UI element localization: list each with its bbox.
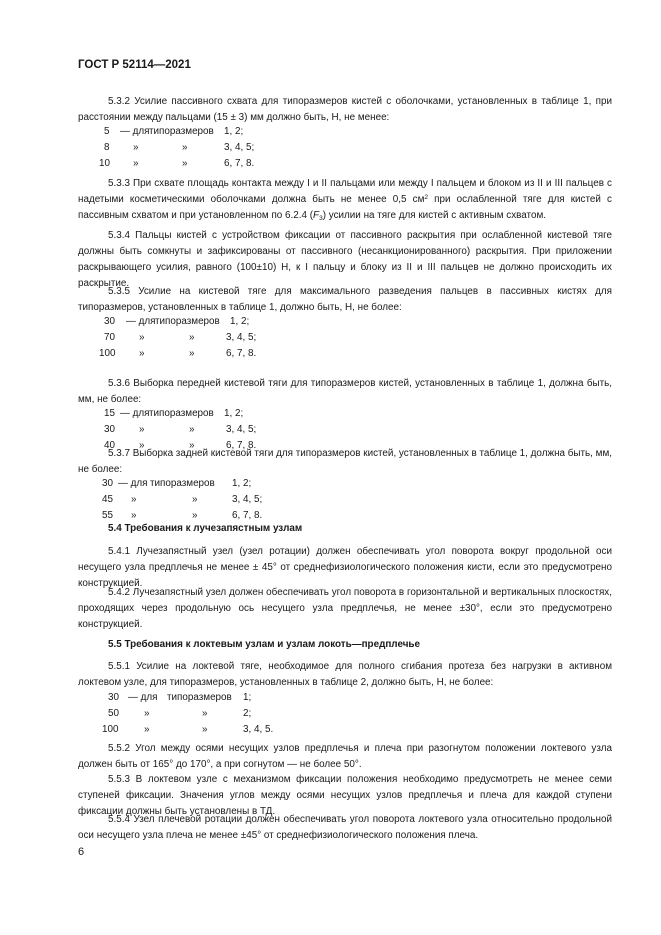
clause-5-3-6: 5.3.6 Выборка передней кистевой тяги для типоразмеров кистей, установленных в таблице 1, должна быть, мм, не более:	[78, 378, 612, 405]
clause-5-5-4: 5.5.4 Узел плечевой ротации должен обеспечивать угол поворота локтевого узла относительно продольной оси несущего узла плеча не менее ±45° от среднефизиологического положения плеча.	[78, 814, 612, 841]
force-value: 50	[108, 708, 119, 719]
force-value: 100	[102, 724, 119, 735]
clause-5-4-2: 5.4.2 Лучезапястный узел должен обеспечивать угол поворота в горизонтальной и вертикальных плоскостях, проходящих через продольную ось несущего узла предплечья, не менее ±30°, если это предусмотрено конструкцией.	[78, 587, 612, 630]
force-value: 10	[99, 158, 110, 169]
list-row: 55 » » 6, 7, 8.	[102, 510, 263, 521]
document-header: ГОСТ Р 52114—2021	[78, 59, 191, 71]
list-row: 30 — для типоразмеров 1, 2;	[102, 478, 252, 489]
clause-5-5-2: 5.5.2 Угол между осями несущих узлов предплечья и плеча при разогнутом положении локтевого узла должен быть от 165° до 170°, а при согнутом — не более 50°.	[78, 743, 612, 770]
section-heading-5-5: 5.5 Требования к локтевым узлам и узлам локоть—предплечье	[108, 639, 420, 650]
clause-5-3-5: 5.3.5 Усилие на кистевой тяге для максимального разведения пальцев в пассивных кистях для типоразмеров, установленных в таблице 1, должно быть, Н, не более:	[78, 286, 612, 313]
list-row: 100 » » 6, 7, 8.	[99, 348, 257, 359]
clause-5-3-4: 5.3.4 Пальцы кистей с устройством фиксации от пассивного раскрытия при ослабленной кистевой тяге должны быть сомкнуты и зафиксированы от пассивного (несанкционированного) раскрытия. При приложении раскрывающего усилия, равного (100±10) Н, к I пальцу и блоку из II и III пальцев не должно происходить их раскрытие.	[78, 230, 612, 289]
list-row: 50 » » 2;	[108, 708, 252, 719]
list-row: 30 » » 3, 4, 5;	[104, 424, 257, 435]
section-heading-5-4: 5.4 Требования к лучезапястным узлам	[108, 523, 303, 534]
force-value: 70	[104, 332, 115, 343]
clause-5-4-1: 5.4.1 Лучезапястный узел (узел ротации) должен обеспечивать угол поворота вокруг продольной оси несущего узла предплечья не менее ± 45° от среднефизиологического положения кисти, если это предусмотрено конструкцией.	[78, 546, 612, 589]
length-value: 30	[102, 478, 113, 489]
list-row: 10 » » 6, 7, 8.	[99, 158, 255, 169]
length-value: 30	[104, 424, 115, 435]
length-value: 45	[102, 494, 113, 505]
list-row: 30 — для типоразмеров 1;	[108, 692, 252, 703]
force-value: 8	[104, 142, 110, 153]
clause-5-5-3: 5.5.3 В локтевом узле с механизмом фиксации положения необходимо предусмотреть не менее семи ступеней фиксации. Значения углов между осями несущих узлов предплечья и плеча для каждой ступени фиксации должны быть установлены в ТД.	[78, 774, 612, 817]
force-value: 100	[99, 348, 116, 359]
list-row: 30 — для типоразмеров 1, 2;	[104, 316, 250, 327]
list-row: 45 » » 3, 4, 5;	[102, 494, 263, 505]
list-row: 8 » » 3, 4, 5;	[104, 142, 255, 153]
clause-5-3-3: 5.3.3 При схвате площадь контакта между I и II пальцами или между I пальцем и блоком из II и III пальцев с надетыми косметическими оболочками должна быть не менее 0,5 $см^2$ при ослабленной тяге для кистей с пассивным схватом и при установленном по 6.2.4 $(F_3)$ усилии на тяге для кистей с активным схватом.	[78, 178, 612, 222]
length-value: 40	[104, 440, 115, 451]
list-row: 5 — для типоразмеров 1, 2;	[104, 126, 244, 137]
force-value: 30	[108, 692, 119, 703]
list-row: 70 » » 3, 4, 5;	[104, 332, 257, 343]
force-value: 30	[104, 316, 115, 327]
force-value: 5	[104, 126, 110, 137]
list-row: 100 » » 3, 4, 5.	[102, 724, 274, 735]
clause-5-3-7: 5.3.7 Выборка задней кистевой тяги для типоразмеров кистей, установленных в таблице 1, должна быть, мм, не более:	[78, 448, 612, 475]
page-number: 6	[78, 846, 85, 858]
list-row: 15 — для типоразмеров 1, 2;	[104, 408, 244, 419]
length-value: 55	[102, 510, 113, 521]
clause-5-3-2: 5.3.2 Усилие пассивного схвата для типоразмеров кистей с оболочками, установленных в таблице 1, при расстоянии между пальцами (15 ± 3) мм должно быть, Н, не менее:	[78, 96, 612, 123]
length-value: 15	[104, 408, 115, 419]
list-row: 40 » » 6, 7, 8.	[104, 440, 257, 451]
clause-5-5-1: 5.5.1 Усилие на локтевой тяге, необходимое для полного сгибания протеза без нагрузки в активном локтевом узле, для типоразмеров, установленных в таблице 2, должно быть, Н, не более:	[78, 661, 612, 688]
